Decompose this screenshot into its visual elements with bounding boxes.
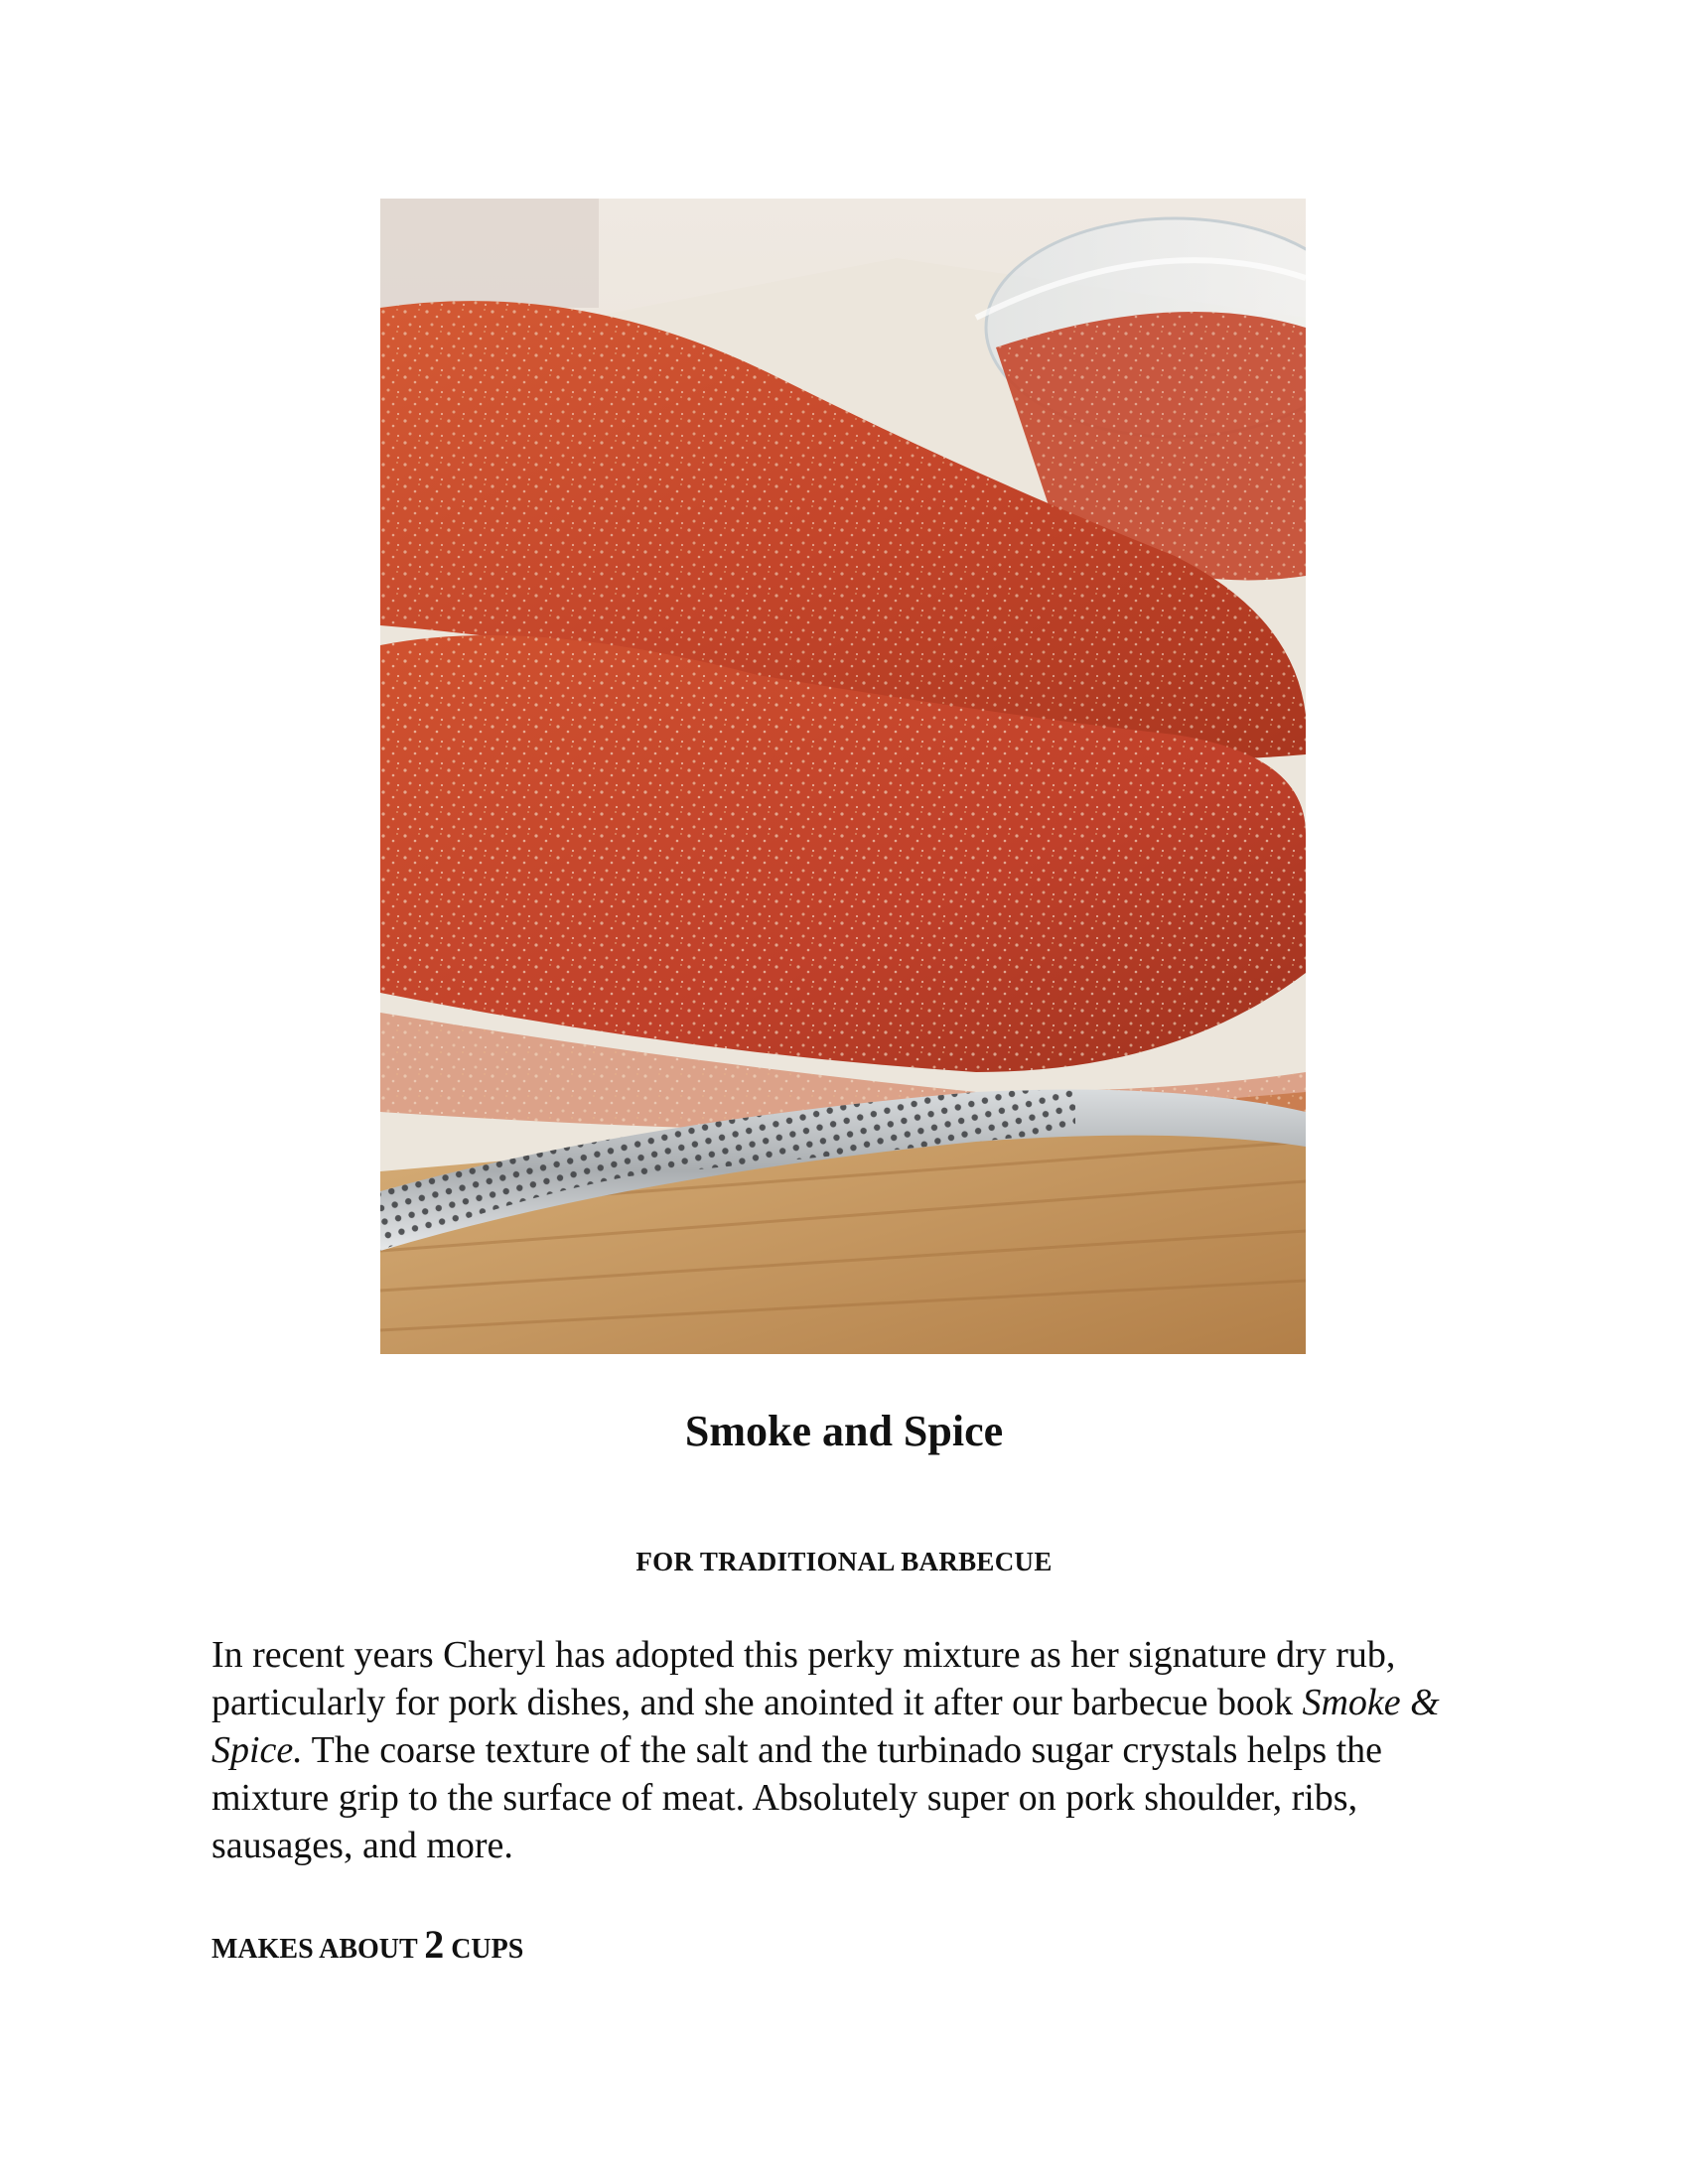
recipe-intro <box>211 1631 1502 1869</box>
yield-unit: CUPS <box>444 1934 524 1965</box>
intro-text-part1: In recent years Cheryl has adopted this perky mixture as her signature dry rub, particularly for pork dishes, and she anointed it after our barbecue book <box>211 1634 1396 1723</box>
yield-prefix: MAKES ABOUT <box>211 1934 425 1965</box>
recipe-title: Smoke and Spice <box>684 1407 1004 1455</box>
intro-text-part2: The coarse texture of the salt and the turbinado sugar crystals helps the mixture grip to the surface of meat. Absolutely super on pork shoulder, ribs, sausages, and more. <box>211 1729 1383 1866</box>
recipe-subtitle: FOR TRADITIONAL BARBECUE <box>635 1547 1053 1576</box>
book-title: Smoke & Spice. <box>211 1682 1440 1771</box>
yield-amount: 2 <box>424 1922 445 1967</box>
recipe-photo <box>380 199 1306 1354</box>
ribs-photo-illustration <box>380 199 1306 1354</box>
recipe-yield <box>211 1921 523 1968</box>
